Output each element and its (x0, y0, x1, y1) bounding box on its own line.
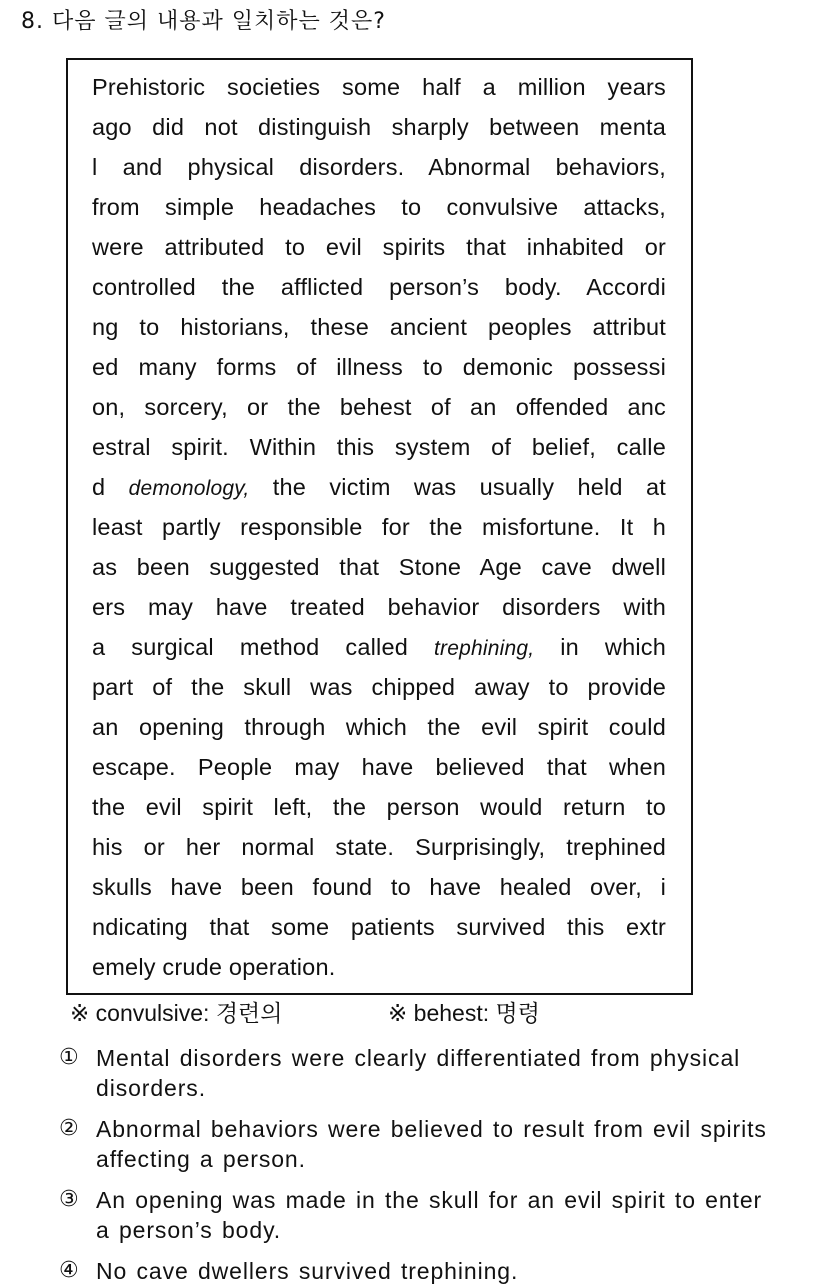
question-number: 8. (21, 9, 44, 34)
passage-line: his or her normal state. Surprisingly, trephined (92, 834, 666, 860)
gloss-term: behest: (413, 1000, 490, 1026)
passage-line: as been suggested that Stone Age cave dwell (92, 554, 666, 580)
passage-line: on, sorcery, or the behest of an offended anc (92, 394, 666, 420)
reference-mark-icon: ※ (388, 1000, 408, 1026)
italic-term-demonology: demonology, (128, 477, 250, 500)
passage-line: l and physical disorders. Abnormal behaviors, (92, 154, 666, 180)
gloss-meaning: 명령 (495, 1000, 540, 1026)
choice-3[interactable] (59, 1185, 779, 1245)
passage-line: ndicating that some patients survived this extr (92, 914, 666, 940)
choice-text: Abnormal behaviors were believed to result from evil spirits affecting a person. (96, 1116, 767, 1172)
question-title (21, 6, 386, 38)
choice-number-1-icon: ① (59, 1045, 79, 1070)
passage-line: part of the skull was chipped away to provide (92, 674, 666, 700)
italic-term-trephining: trephining, (433, 637, 535, 660)
gloss-behest (388, 997, 540, 1029)
passage-line: controlled the afflicted person’s body. Accordi (92, 274, 666, 300)
passage-line: a surgical method called trephining, in which (92, 634, 666, 660)
gloss-convulsive (70, 997, 283, 1029)
choice-text: No cave dwellers survived trephining. (96, 1258, 519, 1284)
passage-line: skulls have been found to have healed over, i (92, 874, 666, 900)
passage-line: the evil spirit left, the person would return to (92, 794, 666, 820)
choice-number-4-icon: ④ (59, 1258, 79, 1283)
gloss-term: convulsive: (95, 1000, 210, 1026)
passage-line: an opening through which the evil spirit could (92, 714, 666, 740)
passage-line: estral spirit. Within this system of belief, calle (92, 434, 666, 460)
passage-line: from simple headaches to convulsive attacks, (92, 194, 666, 220)
passage-line: d demonology, the victim was usually held at (92, 474, 666, 500)
passage-line: emely crude operation. (92, 954, 336, 980)
passage-line: ng to historians, these ancient peoples attribut (92, 314, 666, 340)
passage-line: Prehistoric societies some half a million years (92, 74, 666, 100)
gloss-meaning: 경련의 (215, 1000, 283, 1026)
passage-line: were attributed to evil spirits that inhabited or (92, 234, 666, 260)
choice-2[interactable] (59, 1114, 779, 1174)
passage-box (66, 58, 693, 995)
passage-line: escape. People may have believed that when (92, 754, 666, 780)
question-prompt: 다음 글의 내용과 일치하는 것은? (52, 9, 386, 34)
choice-text: An opening was made in the skull for an evil spirit to enter a person’s body. (96, 1187, 763, 1243)
passage-line: ago did not distinguish sharply between menta (92, 114, 666, 140)
choice-number-2-icon: ② (59, 1116, 79, 1141)
choice-1[interactable] (59, 1043, 779, 1103)
choice-4[interactable] (59, 1256, 779, 1286)
passage-line: ed many forms of illness to demonic possessi (92, 354, 666, 380)
passage-line: ers may have treated behavior disorders with (92, 594, 666, 620)
choice-text: Mental disorders were clearly differentiated from physical disorders. (96, 1045, 741, 1101)
reference-mark-icon: ※ (70, 1000, 90, 1026)
passage-line: least partly responsible for the misfortune. It h (92, 514, 666, 540)
choice-number-3-icon: ③ (59, 1187, 79, 1212)
